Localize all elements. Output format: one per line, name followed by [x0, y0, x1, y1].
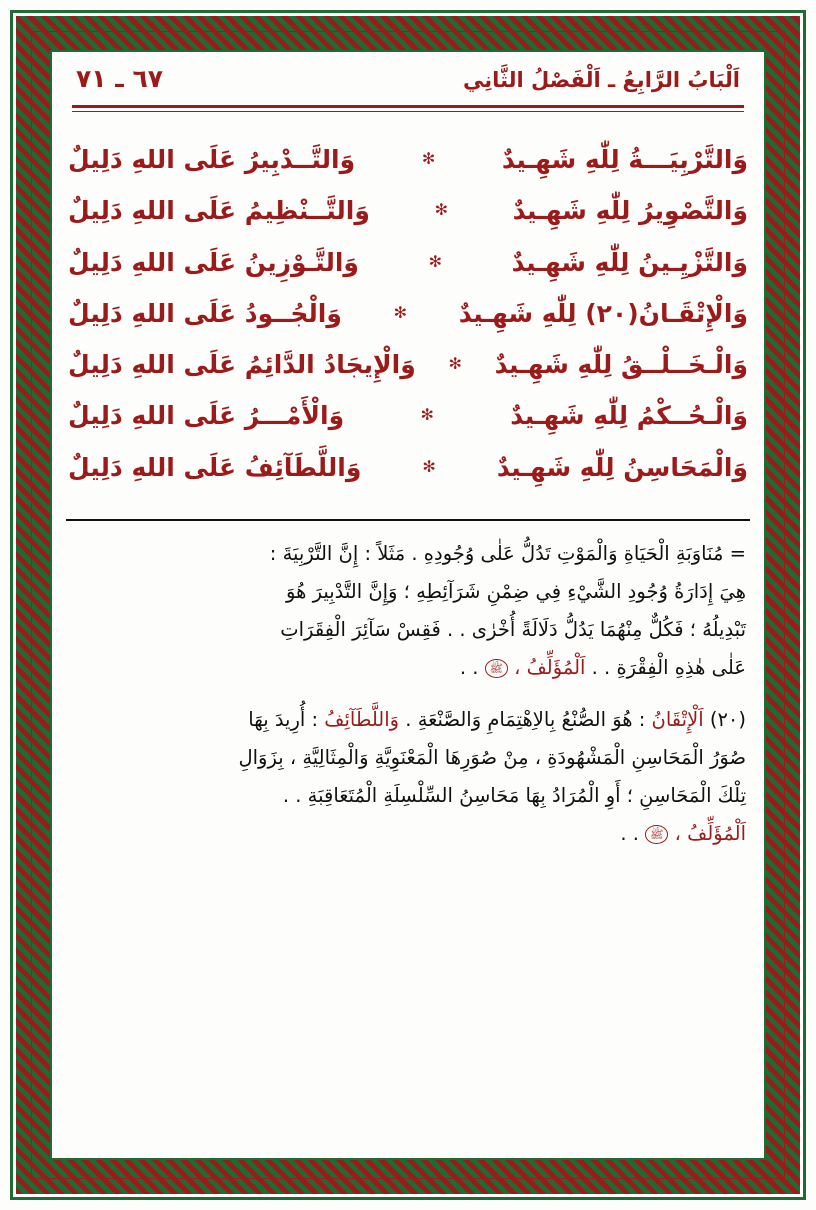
footnote-trailer: . .	[620, 821, 639, 845]
verse-line	[68, 390, 748, 441]
footnote-20	[70, 701, 746, 853]
verse-hemistich-right: وَالتَّصْوِيرُ لِلّٰهِ شَهِـيدٌ	[512, 196, 748, 226]
author-signature: اَلْمُؤَلِّفُ ،	[514, 655, 586, 679]
verse-line	[68, 237, 748, 288]
verse-hemistich-right: وَالتَّرْبِيَـــةُ لِلّٰهِ شَهِـيدٌ	[501, 145, 748, 174]
footnote-line: تَبْدِيلُهُ ؛ فَكُلٌّ مِنْهُمَا يَدُلُّ دَلَالَةً أُخْرٰى . . فَقِسْ سَآئِرَ الْفِقَرَاتِ	[280, 617, 746, 641]
footnote-text: : أُرِيدَ بِهَا	[248, 707, 319, 731]
header-divider-thick	[72, 105, 744, 108]
verse-hemistich-right: وَالْإِتْقَـانُ(٢٠) لِلّٰهِ شَهِـيدٌ	[458, 298, 748, 328]
flower-ornament-icon: ✻	[422, 456, 436, 476]
verse-hemistich-left: وَالتَّـوْزِينُ عَلَى اللهِ دَلِيلٌ	[68, 247, 359, 277]
verse-line	[68, 288, 748, 339]
flower-ornament-icon: ✻	[420, 405, 434, 425]
footnote-number: (٢٠)	[709, 707, 746, 731]
verse-hemistich-left: وَالْأَمْـــرُ عَلَى اللهِ دَلِيلٌ	[68, 401, 345, 431]
verse-line	[68, 185, 748, 236]
footnote-text: : هُوَ الصُّنْعُ بِالاِهْتِمَامِ وَالصَّنْعَةِ .	[405, 707, 646, 731]
header-divider-thin	[72, 111, 744, 112]
footnote-line: هِيَ إِدَارَةُ وُجُودِ الشَّيْءِ فِي ضِمْنِ شَرَآئِطِهِ ؛ وَإِنَّ التَّدْبِيرَ هُوَ	[286, 579, 746, 603]
salawat-icon: ﷺ	[485, 659, 508, 678]
footnote-line: تِلْكَ الْمَحَاسِنِ ؛ أَوِ الْمُرَادُ بِهَا مَحَاسِنُ السِّلْسِلَةِ الْمُتَعَاقِبَةِ . .	[282, 783, 746, 807]
verse-hemistich-right: وَالتَّزْيِـينُ لِلّٰهِ شَهِـيدٌ	[511, 247, 748, 277]
page-content	[40, 40, 776, 1170]
flower-ornament-icon: ✻	[393, 302, 408, 322]
verse-hemistich-left: وَالْإِيجَادُ الدَّائِمُ عَلَى اللهِ دَلِيلٌ	[68, 350, 416, 379]
verse-hemistich-left: وَالتَّــنْظِيمُ عَلَى اللهِ دَلِيلٌ	[68, 196, 370, 226]
verse-line	[68, 339, 748, 390]
footnote-divider	[66, 519, 750, 521]
footnote-line: عَلٰى هٰذِهِ الْفِقْرَةِ . .	[591, 655, 746, 679]
salawat-icon: ﷺ	[645, 825, 668, 844]
page-header	[62, 58, 754, 93]
footnote-line: = مُنَاوَبَةِ الْحَيَاةِ وَالْمَوْتِ تَدُلُّ عَلٰى وُجُودِهِ . مَثَلاً : إِنَّ التَّرْبِيَةَ :	[269, 541, 746, 565]
verse-hemistich-left: وَالْجُــودُ عَلَى اللهِ دَلِيلٌ	[68, 298, 342, 328]
page-range: ٦٧ ـ ٧١	[76, 64, 164, 93]
flower-ornament-icon: ✻	[434, 200, 448, 220]
verse-hemistich-left: وَالتَّــدْبِيرُ عَلَى اللهِ دَلِيلٌ	[68, 145, 356, 174]
verse-block	[62, 134, 754, 493]
footnote-continuation	[70, 535, 746, 687]
footnote-term-lataif: وَاللَّطَآئِفُ	[324, 707, 400, 731]
commentary-block	[62, 535, 754, 853]
author-signature: اَلْمُؤَلِّفُ ،	[674, 821, 746, 845]
footnote-term-itqan: اَلْإِتْقَانُ	[651, 707, 704, 731]
flower-ornament-icon: ✻	[428, 251, 443, 271]
verse-hemistich-left: وَاللَّطَآئِفُ عَلَى اللهِ دَلِيلٌ	[68, 452, 362, 482]
verse-hemistich-right: وَالْـخَــلْــقُ لِلّٰهِ شَهِـيدٌ	[494, 350, 748, 379]
flower-ornament-icon: ✻	[448, 354, 462, 374]
footnote-trailer: . .	[459, 655, 479, 679]
verse-hemistich-right: وَالْمَحَاسِنُ لِلّٰهِ شَهِـيدٌ	[496, 452, 748, 482]
footnote-line: صُوَرُ الْمَحَاسِنِ الْمَشْهُودَةِ ، مِنْ صُوَرِهَا الْمَعْنَوِيَّةِ وَالْمِثَالِيَّةِ ، بِزَوَالِ	[238, 745, 746, 769]
verse-line	[68, 442, 748, 493]
flower-ornament-icon: ✻	[421, 149, 436, 169]
verse-line	[68, 134, 748, 185]
verse-hemistich-right: وَالْـحُــكْمُ لِلّٰهِ شَهِـيدٌ	[510, 401, 748, 431]
chapter-title: اَلْبَابُ الرَّابِعُ ـ اَلْفَصْلُ الثَّانِي	[463, 68, 740, 92]
